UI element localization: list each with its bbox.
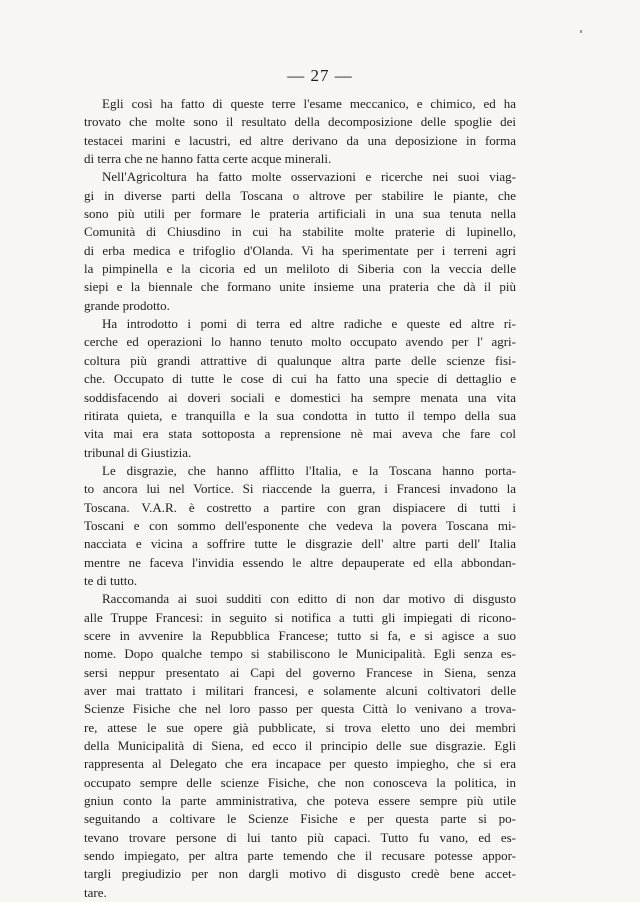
paragraph	[84, 168, 516, 315]
text-line: vita mai era stata sottoposta a reprensione nè mai aveva che fare col	[84, 426, 516, 442]
text-line: Le disgrazie, che hanno afflitto l'Italia, e la Toscana hanno porta-	[102, 462, 516, 478]
text-line: la pimpinella e la cicoria ed un meliloto di Siberia con la veccia delle	[84, 261, 516, 277]
text-line: nome. Dopo qualche tempo si stabiliscono le Municipalità. Egli senza es-	[84, 646, 516, 662]
text-line: testacei marini e lacustri, ed altre derivano da una deposizione in forma	[84, 132, 516, 148]
text-line: aver mai trattato i militari francesi, e solamente alcuni coltivatori delle	[84, 683, 516, 698]
text-line: coltura più grandi attrattive di qualunque altra parte delle scienze fisi-	[84, 352, 516, 368]
text-line: cerche ed operazioni lo hanno tenuto molto occupato avendo per l' agri-	[84, 334, 516, 350]
text-line: ritirata quieta, e tranquilla e la sua condotta in tutto il tempo della sua	[84, 407, 516, 423]
text-line: di erba medica e trifoglio d'Olanda. Vi ha sperimentate per i terreni agri	[84, 242, 516, 258]
text-line: rappresenta al Delegato che era incapace per questo impiegho, che si era	[84, 756, 516, 772]
paragraph	[84, 590, 516, 902]
text-line: seguitando a coltivare le Scienze Fisiche e per questa parte si po-	[84, 811, 516, 827]
text-line: nacciata e vicina a soffrire tutte le disgrazie dell' altre parti dell' Italia	[84, 536, 516, 552]
text-line: di terra che ne hanno fatta certe acque minerali.	[84, 151, 332, 167]
text-line: te di tutto.	[84, 572, 138, 588]
text-line: tare.	[84, 884, 107, 900]
page-number: — 27 —	[287, 66, 353, 85]
text-line: Egli così ha fatto di queste terre l'esame meccanico, e chimico, ed ha	[102, 96, 516, 111]
text-line: Toscana. V.A.R. è costretto a partire con gran dispiacere di tutti i	[84, 499, 516, 515]
text-line: Toscani e con sommo dell'esponente che vedeva la povera Toscana mi-	[84, 517, 516, 533]
text-line: sono più utili per formare le prateria artificiali in una sua tenuta nella	[84, 206, 516, 222]
text-line: grande prodotto.	[84, 297, 170, 313]
text-line: trovato che molte sono il resultato della decomposizione delle spoglie dei	[84, 114, 516, 130]
text-line: Nell'Agricoltura ha fatto molte osservazioni e ricerche nei suoi viag-	[102, 169, 516, 185]
text-line: tevano trovare persone di lui tanto più capaci. Tutto fu vano, ed es-	[84, 829, 516, 845]
text-line: alle Truppe Francesi: in seguito si notifica a tutti gli impiegati di ricono-	[84, 609, 516, 625]
body-text	[84, 95, 516, 902]
text-line: to ancora lui nel Vortice. Si riaccende la guerra, i Francesi invadono la	[84, 481, 516, 497]
margin-mark	[580, 30, 582, 33]
text-line: targli pregiudizio per non dargli motivo di disgusto credè bene accet-	[84, 866, 516, 882]
text-line: Comunità di Chiusdino in cui ha stabilite molte praterie di lupinello,	[84, 224, 516, 240]
text-line: tribunal di Giustizia.	[84, 444, 192, 460]
text-line: occupato sempre delle scienze Fisiche, che non conosceva la politica, in	[84, 774, 516, 790]
text-line: Ha introdotto i pomi di terra ed altre radiche e queste ed altre ri-	[102, 316, 516, 332]
paragraph	[84, 95, 516, 168]
text-line: gniun conto la parte amministrativa, che poteva essere sempre più utile	[84, 793, 516, 809]
text-line: scere in avvenire la Repubblica Francese; tutto si fa, e si agisce a suo	[84, 627, 516, 643]
text-line: mentre ne faceva l'invidia essendo le altre depauperate ed ella abbondan-	[84, 554, 516, 570]
text-line: sersi neppur presentato ai Capi del governo Francese in Siena, senza	[84, 664, 516, 680]
paragraph	[84, 315, 516, 462]
paragraph	[84, 462, 516, 590]
text-line: che. Occupato di tutte le cose di cui ha fatto una specie di dettaglio e	[84, 371, 516, 387]
text-line: sendo impiegato, per altra parte temendo che il recusare potesse appor-	[84, 848, 516, 864]
text-line: re, attese le sue opere già pubblicate, si trova eletto uno dei membri	[84, 719, 516, 735]
text-line: soddisfacendo ai doveri sociali e domestici ha sempre menata una vita	[84, 389, 516, 405]
text-line: siepi e la biennale che formano unite insieme una prateria che dà il più	[84, 279, 516, 295]
text-line: Raccomanda ai suoi sudditi con editto di non dar motivo di disgusto	[102, 591, 516, 607]
text-line: della Municipalità di Siena, ed ecco il principio delle sue disgrazie. Egli	[84, 738, 516, 754]
text-line: Scienze Fisiche che nel loro passo per questa Città lo venivano a trova-	[84, 701, 516, 717]
text-line: gi in diverse parti della Toscana o altrove per stabilire le piante, che	[84, 187, 516, 203]
